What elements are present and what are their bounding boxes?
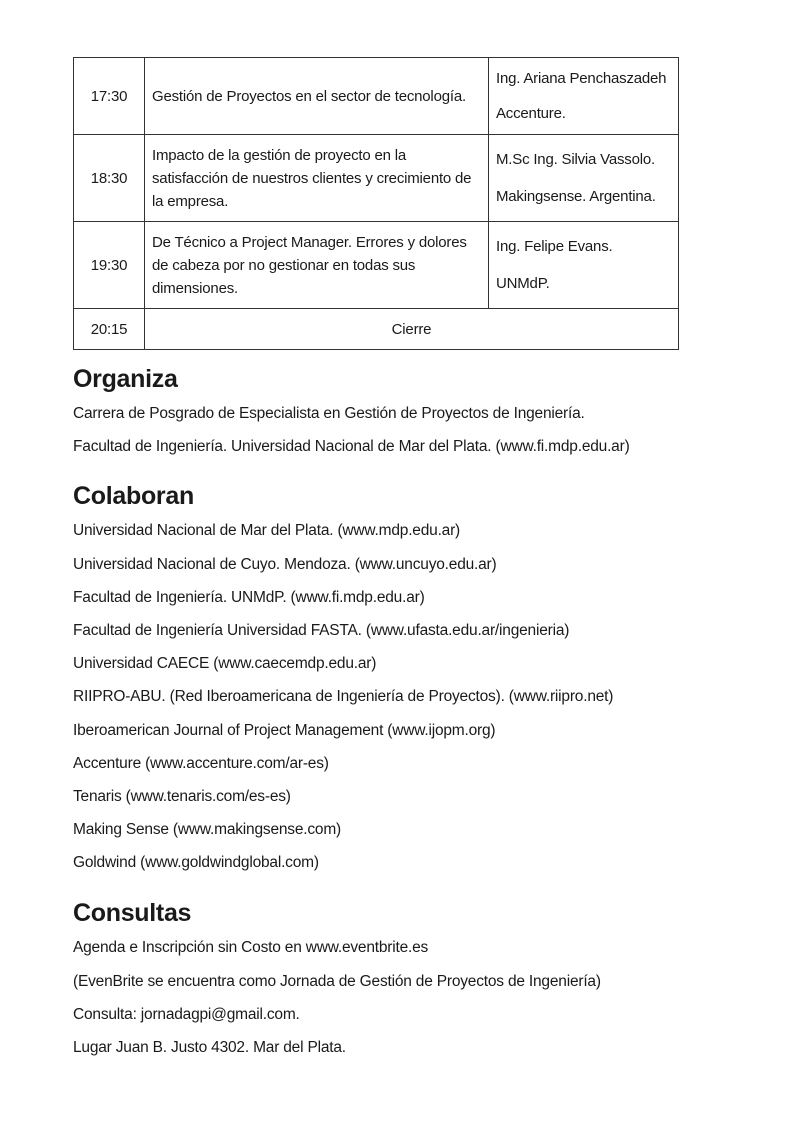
consultas-heading: Consultas — [73, 899, 192, 928]
speaker-cell — [489, 135, 679, 222]
time-cell: 17:30 — [74, 58, 145, 135]
organiza-section — [73, 363, 679, 470]
colaboran-line: Accenture (www.accenture.com/ar-es) — [73, 754, 329, 772]
organiza-heading: Organiza — [73, 365, 178, 393]
speaker-cell — [489, 58, 679, 135]
schedule-row — [74, 58, 679, 135]
colaboran-line: Facultad de Ingeniería. UNMdP. (www.fi.mdp.edu.ar) — [73, 588, 425, 606]
consultas-line: Agenda e Inscripción sin Costo en www.eventbrite.es — [73, 939, 429, 957]
speaker-cell — [489, 222, 679, 309]
colaboran-line: Universidad Nacional de Cuyo. Mendoza. (www.uncuyo.edu.ar) — [73, 555, 497, 573]
consultas-line: (EvenBrite se encuentra como Jornada de Gestión de Proyectos de Ingeniería) — [73, 972, 601, 990]
organiza-line: Carrera de Posgrado de Especialista en Gestión de Proyectos de Ingeniería. — [73, 405, 585, 422]
speaker-organization: UNMdP. — [496, 275, 550, 292]
colaboran-line: Tenaris (www.tenaris.com/es-es) — [73, 787, 291, 805]
colaboran-line: Making Sense (www.makingsense.com) — [73, 821, 341, 839]
consultas-line: Lugar Juan B. Justo 4302. Mar del Plata. — [73, 1039, 346, 1056]
organiza-line: Facultad de Ingeniería. Universidad Nacional de Mar del Plata. (www.fi.mdp.edu.ar) — [73, 438, 630, 456]
colaboran-line: Universidad CAECE (www.caecemdp.edu.ar) — [73, 655, 377, 673]
schedule-row — [74, 135, 679, 222]
time-cell: 19:30 — [74, 222, 145, 309]
document-page — [73, 57, 679, 1071]
time-cell: 20:15 — [74, 309, 145, 350]
colaboran-line: Facultad de Ingeniería Universidad FASTA. (www.ufasta.edu.ar/ingenieria) — [73, 621, 570, 639]
topic-cell: De Técnico a Project Manager. Errores y dolores de cabeza por no gestionar en todas sus dimensiones. — [145, 222, 489, 309]
colaboran-line: Universidad Nacional de Mar del Plata. (www.mdp.edu.ar) — [73, 522, 461, 540]
consultas-line: Consulta: jornadagpi@gmail.com. — [73, 1005, 300, 1023]
colaboran-heading: Colaboran — [73, 482, 194, 511]
schedule-table — [73, 57, 679, 350]
topic-cell: Impacto de la gestión de proyecto en la satisfacción de nuestros clientes y crecimiento de la empresa. — [145, 135, 489, 222]
speaker-name: Ing. Ariana Penchaszadeh — [496, 70, 667, 87]
colaboran-line: Iberoamerican Journal of Project Management (www.ijopm.org) — [73, 721, 496, 739]
colaboran-section — [73, 480, 679, 886]
time-cell: 18:30 — [74, 135, 145, 222]
colaboran-line: RIIPRO-ABU. (Red Iberoamericana de Ingeniería de Proyectos). (www.riipro.net) — [73, 688, 614, 706]
speaker-organization: Makingsense. Argentina. — [496, 188, 656, 205]
colaboran-line: Goldwind (www.goldwindglobal.com) — [73, 854, 319, 872]
closing-cell: Cierre — [145, 309, 679, 350]
schedule-row — [74, 309, 679, 350]
speaker-name: M.Sc Ing. Silvia Vassolo. — [496, 151, 655, 168]
consultas-section — [73, 897, 679, 1071]
speaker-organization: Accenture. — [496, 105, 566, 122]
schedule-row — [74, 222, 679, 309]
speaker-name: Ing. Felipe Evans. — [496, 238, 613, 255]
topic-cell: Gestión de Proyectos en el sector de tecnología. — [145, 58, 489, 135]
